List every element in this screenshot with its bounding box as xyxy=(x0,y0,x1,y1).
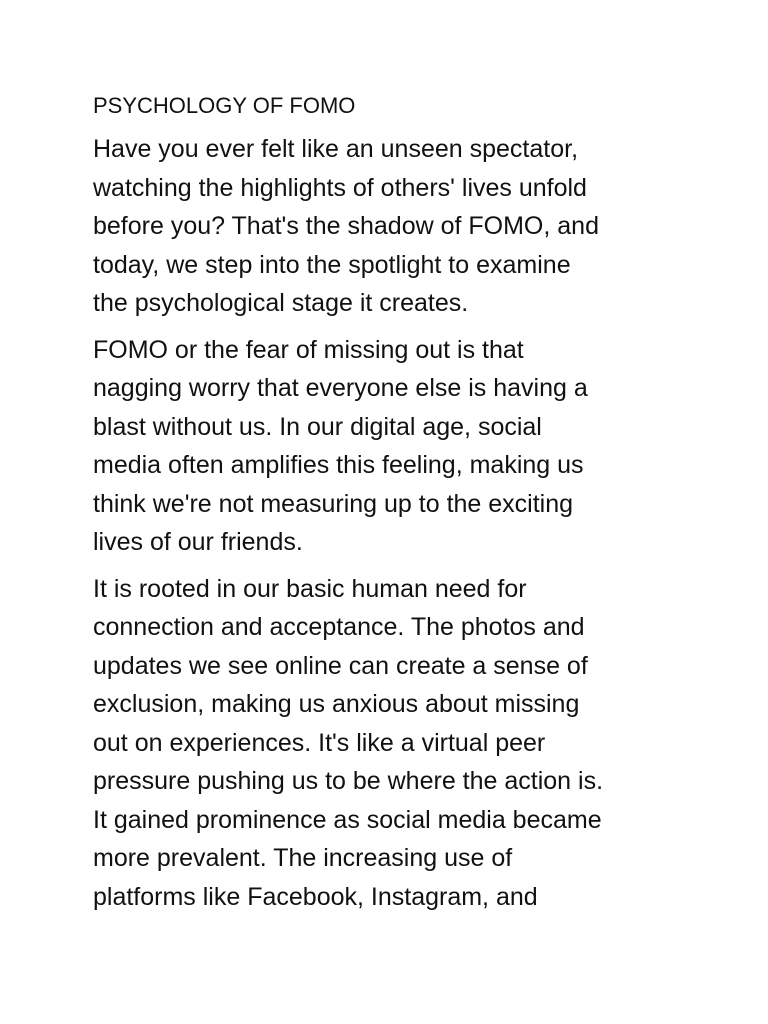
paragraph-line: It is rooted in our basic human need for xyxy=(93,574,527,603)
paragraph-line: before you? That's the shadow of FOMO, and xyxy=(93,212,599,240)
paragraph-line: FOMO or the fear of missing out is that xyxy=(93,335,524,364)
paragraph-definition xyxy=(93,331,683,562)
paragraph-line: updates we see online can create a sense of xyxy=(93,651,588,680)
paragraph-line: blast without us. In our digital age, social xyxy=(93,412,542,441)
paragraph-intro xyxy=(93,130,683,323)
paragraph-line: out on experiences. It's like a virtual peer xyxy=(93,728,546,757)
document-body xyxy=(93,92,683,924)
paragraph-line: exclusion, making us anxious about missing xyxy=(93,690,580,718)
paragraph-line: media often amplifies this feeling, making us xyxy=(93,451,584,479)
paragraph-line: connection and acceptance. The photos and xyxy=(93,613,585,641)
paragraph-line: lives of our friends. xyxy=(93,528,303,556)
paragraph-line: nagging worry that everyone else is having a xyxy=(93,374,588,402)
paragraph-line: more prevalent. The increasing use of xyxy=(93,844,513,872)
paragraph-line: watching the highlights of others' lives unfold xyxy=(93,173,587,202)
paragraph-roots xyxy=(93,570,683,917)
paragraph-line: It gained prominence as social media became xyxy=(93,805,602,834)
paragraph-line: the psychological stage it creates. xyxy=(93,289,469,317)
paragraph-line: pressure pushing us to be where the action is. xyxy=(93,767,604,795)
paragraph-line: platforms like Facebook, Instagram, and xyxy=(93,882,538,911)
paragraph-line: think we're not measuring up to the exciting xyxy=(93,489,574,518)
document-title: PSYCHOLOGY OF FOMO xyxy=(93,93,356,118)
paragraph-line: today, we step into the spotlight to examine xyxy=(93,250,571,279)
paragraph-line: Have you ever felt like an unseen spectator, xyxy=(93,135,579,163)
